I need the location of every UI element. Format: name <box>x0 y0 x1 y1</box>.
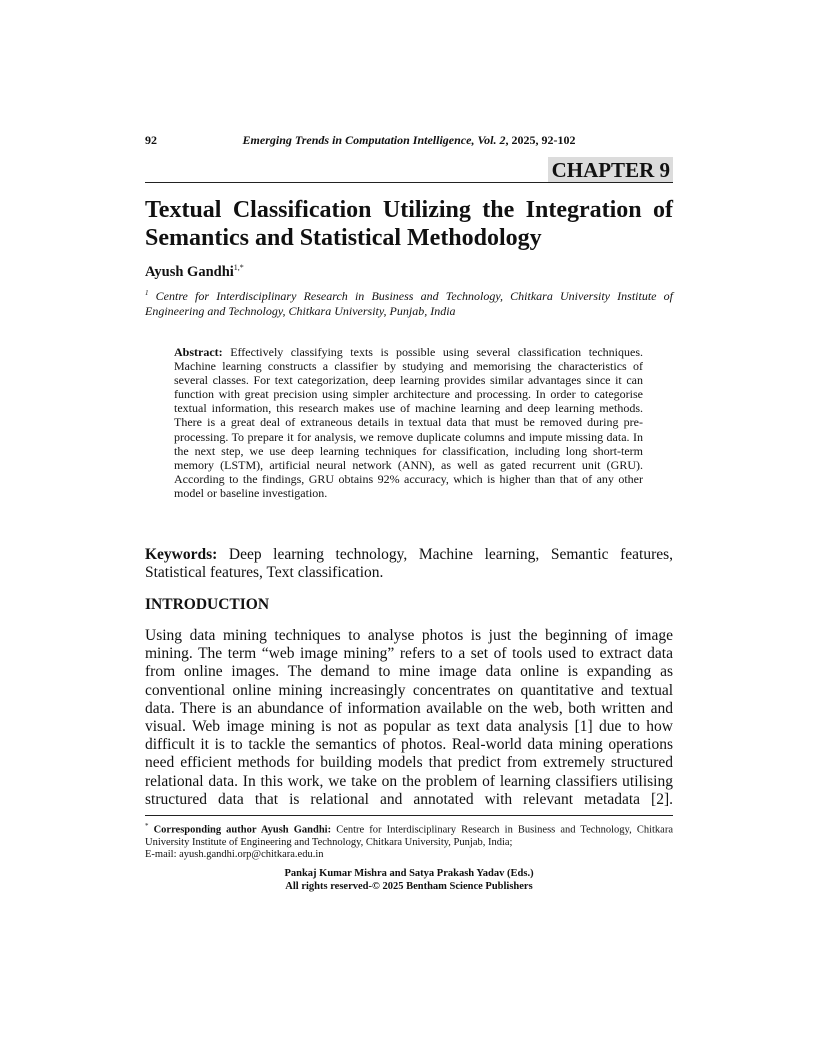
footnote-text: Centre for Interdisciplinary Research in Business and Technology, Chitkara University Institute of Engineering and Technology, Chitkara University, Punjab, India; <box>145 824 673 848</box>
rights-line: All rights reserved-© 2025 Bentham Science Publishers <box>285 880 533 892</box>
author-marker: 1,* <box>233 263 244 272</box>
keywords-label: Keywords: <box>145 546 218 563</box>
keywords <box>145 546 673 582</box>
section-heading-introduction: INTRODUCTION <box>145 596 270 613</box>
chapter-divider <box>145 182 673 183</box>
footnote-email: E-mail: ayush.gandhi.orp@chitkara.edu.in <box>145 849 324 861</box>
page-number: 92 <box>145 133 157 147</box>
publisher-info <box>145 868 673 893</box>
footnote-marker: * <box>145 822 149 830</box>
affiliation-marker: 1 <box>145 289 149 297</box>
journal-volume-pages: , 2025, 92-102 <box>505 133 576 147</box>
abstract <box>174 345 643 500</box>
keywords-text: Deep learning technology, Machine learning, Semantic features, Statistical features, Text classification. <box>145 546 674 581</box>
author-affiliation <box>145 286 673 319</box>
affiliation-text: Centre for Interdisciplinary Research in Business and Technology, Chitkara University Institute of Engineering and Technology, Chitkara University, Punjab, India <box>145 289 673 318</box>
chapter-label: CHAPTER 9 <box>548 157 673 183</box>
abstract-label: Abstract: <box>174 345 223 359</box>
author-line <box>145 263 244 281</box>
editors-line: Pankaj Kumar Mishra and Satya Prakash Yadav (Eds.) <box>284 868 534 879</box>
author-name: Ayush Gandhi <box>145 264 234 280</box>
running-header <box>145 133 673 148</box>
abstract-text: Effectively classifying texts is possible using several classification techniques. Machine learning constructs a classifier by studying and memorising the characteristics of several classes. For text categorization, deep learning provides similar advantages since it can function with great precision using simpler architecture and processing. In order to categorise textual information, this research makes use of machine learning and deep learning methods. There is a great deal of extraneous details in textual data that must be removed during pre-processing. To prepare it for analysis, we remove duplicate columns and impute missing data. In the next step, we use deep learning techniques for classification, including long short-term memory (LSTM), artificial neural network (ANN), as well as gated recurrent unit (GRU). According to the findings, GRU obtains 92% accuracy, which is higher than that of any other model or baseline investigation. <box>174 345 644 500</box>
paper-title: Textual Classification Utilizing the Integration of Semantics and Statistical Methodology <box>145 197 673 251</box>
footnote-label: Corresponding author Ayush Gandhi: <box>153 824 332 836</box>
footnote <box>145 820 673 862</box>
journal-title: Emerging Trends in Computation Intelligence, Vol. 2 <box>242 133 506 147</box>
introduction-paragraph: Using data mining techniques to analyse photos is just the beginning of image mining. The term “web image mining” refers to a set of tools used to extract data from online images. The demand to mine image data online is expanding as conventional online mining increasingly concentrates on quantitative and textual data. There is an abundance of information available on the web, both written and visual. Web image mining is not as popular as text data analysis [1] due to how difficult it is to tackle the semantics of photos. Real-world data mining operations need efficient methods for building models that predict from extremely structured relational data. In this work, we take on the problem of learning classifiers utilising structured data that is relational and annotated with relevant metadata [2]. <box>145 627 673 808</box>
footnote-divider <box>145 815 673 816</box>
